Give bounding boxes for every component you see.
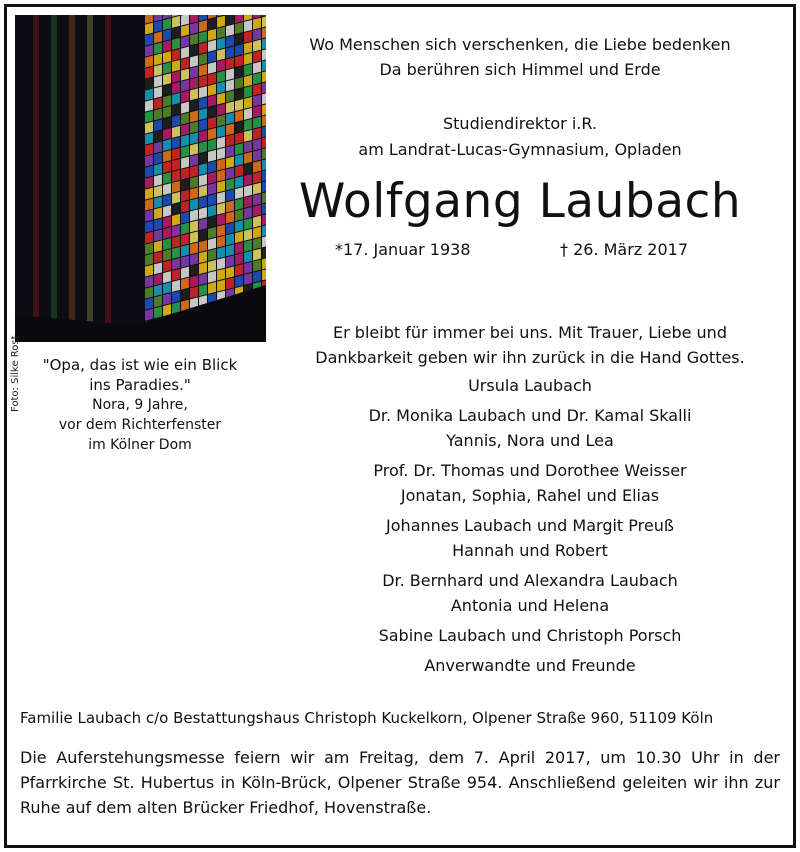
deceased-title [290, 111, 750, 163]
stained-glass-photo [15, 15, 266, 342]
mourning-text-line: Er bleibt für immer bei uns. Mit Trauer, Liebe und [333, 323, 727, 342]
mourner-line: Prof. Dr. Thomas und Dorothee Weisser [373, 461, 687, 480]
photo-caption [30, 355, 250, 455]
mourner-line: Sabine Laubach und Christoph Porsch [378, 626, 682, 645]
title-line: Studiendirektor i.R. [443, 114, 597, 133]
mourning-text [280, 320, 780, 370]
mourner-group [280, 568, 780, 618]
mourner-group [280, 623, 780, 648]
mourner-group [280, 403, 780, 453]
mourner-line: Johannes Laubach und Margit Preuß [386, 516, 674, 535]
mourner-line: Anverwandte und Freunde [424, 656, 636, 675]
mourner-line: Dr. Monika Laubach und Dr. Kamal Skalli [368, 406, 692, 425]
verse-line: Da berühren sich Himmel und Erde [379, 60, 661, 79]
caption-line: vor dem Richterfenster [58, 417, 222, 433]
mourner-line: Ursula Laubach [468, 376, 592, 395]
mourner-line: Yannis, Nora und Lea [446, 431, 614, 450]
mourner-group [280, 653, 780, 678]
death-date: † 26. März 2017 [560, 240, 689, 259]
mourner-group [280, 373, 780, 398]
verse-line: Wo Menschen sich verschenken, die Liebe bedenken [309, 35, 731, 54]
mourner-group [280, 513, 780, 563]
mourner-line: Jonatan, Sophia, Rahel und Elias [400, 486, 660, 505]
caption-line: im Kölner Dom [88, 437, 192, 453]
title-line: am Landrat-Lucas-Gymnasium, Opladen [358, 140, 682, 159]
photo-credit: Foto: Silke Rost [10, 335, 21, 412]
mourners-list [280, 373, 780, 683]
caption-quote-line: ins Paradies." [89, 376, 191, 394]
birth-date: *17. Januar 1938 [335, 240, 471, 259]
funeral-service-info: Die Auferstehungsmesse feiern wir am Freitag, dem 7. April 2017, um 10.30 Uhr in der Pfarrkirche St. Hubertus in Köln-Brück, Olpener Straße 954. Anschließend geleiten wir ihn zur Ruhe auf dem alten Brücker Friedhof, Hovenstraße. [20, 748, 780, 817]
mourning-text-line: Dankbarkeit geben wir ihn zurück in die Hand Gottes. [315, 348, 745, 367]
caption-line: Nora, 9 Jahre, [92, 397, 188, 413]
mourner-group [280, 458, 780, 508]
caption-quote-line: "Opa, das ist wie ein Blick [42, 356, 238, 374]
mourner-line: Hannah und Robert [452, 541, 608, 560]
verse [290, 32, 750, 82]
stained-glass-window-icon [15, 15, 266, 342]
mourner-line: Dr. Bernhard und Alexandra Laubach [382, 571, 678, 590]
family-address: Familie Laubach c/o Bestattungshaus Christoph Kuckelkorn, Olpener Straße 960, 51109 Köln [20, 709, 714, 727]
mourner-line: Antonia und Helena [450, 596, 610, 615]
deceased-name: Wolfgang Laubach [298, 174, 742, 229]
